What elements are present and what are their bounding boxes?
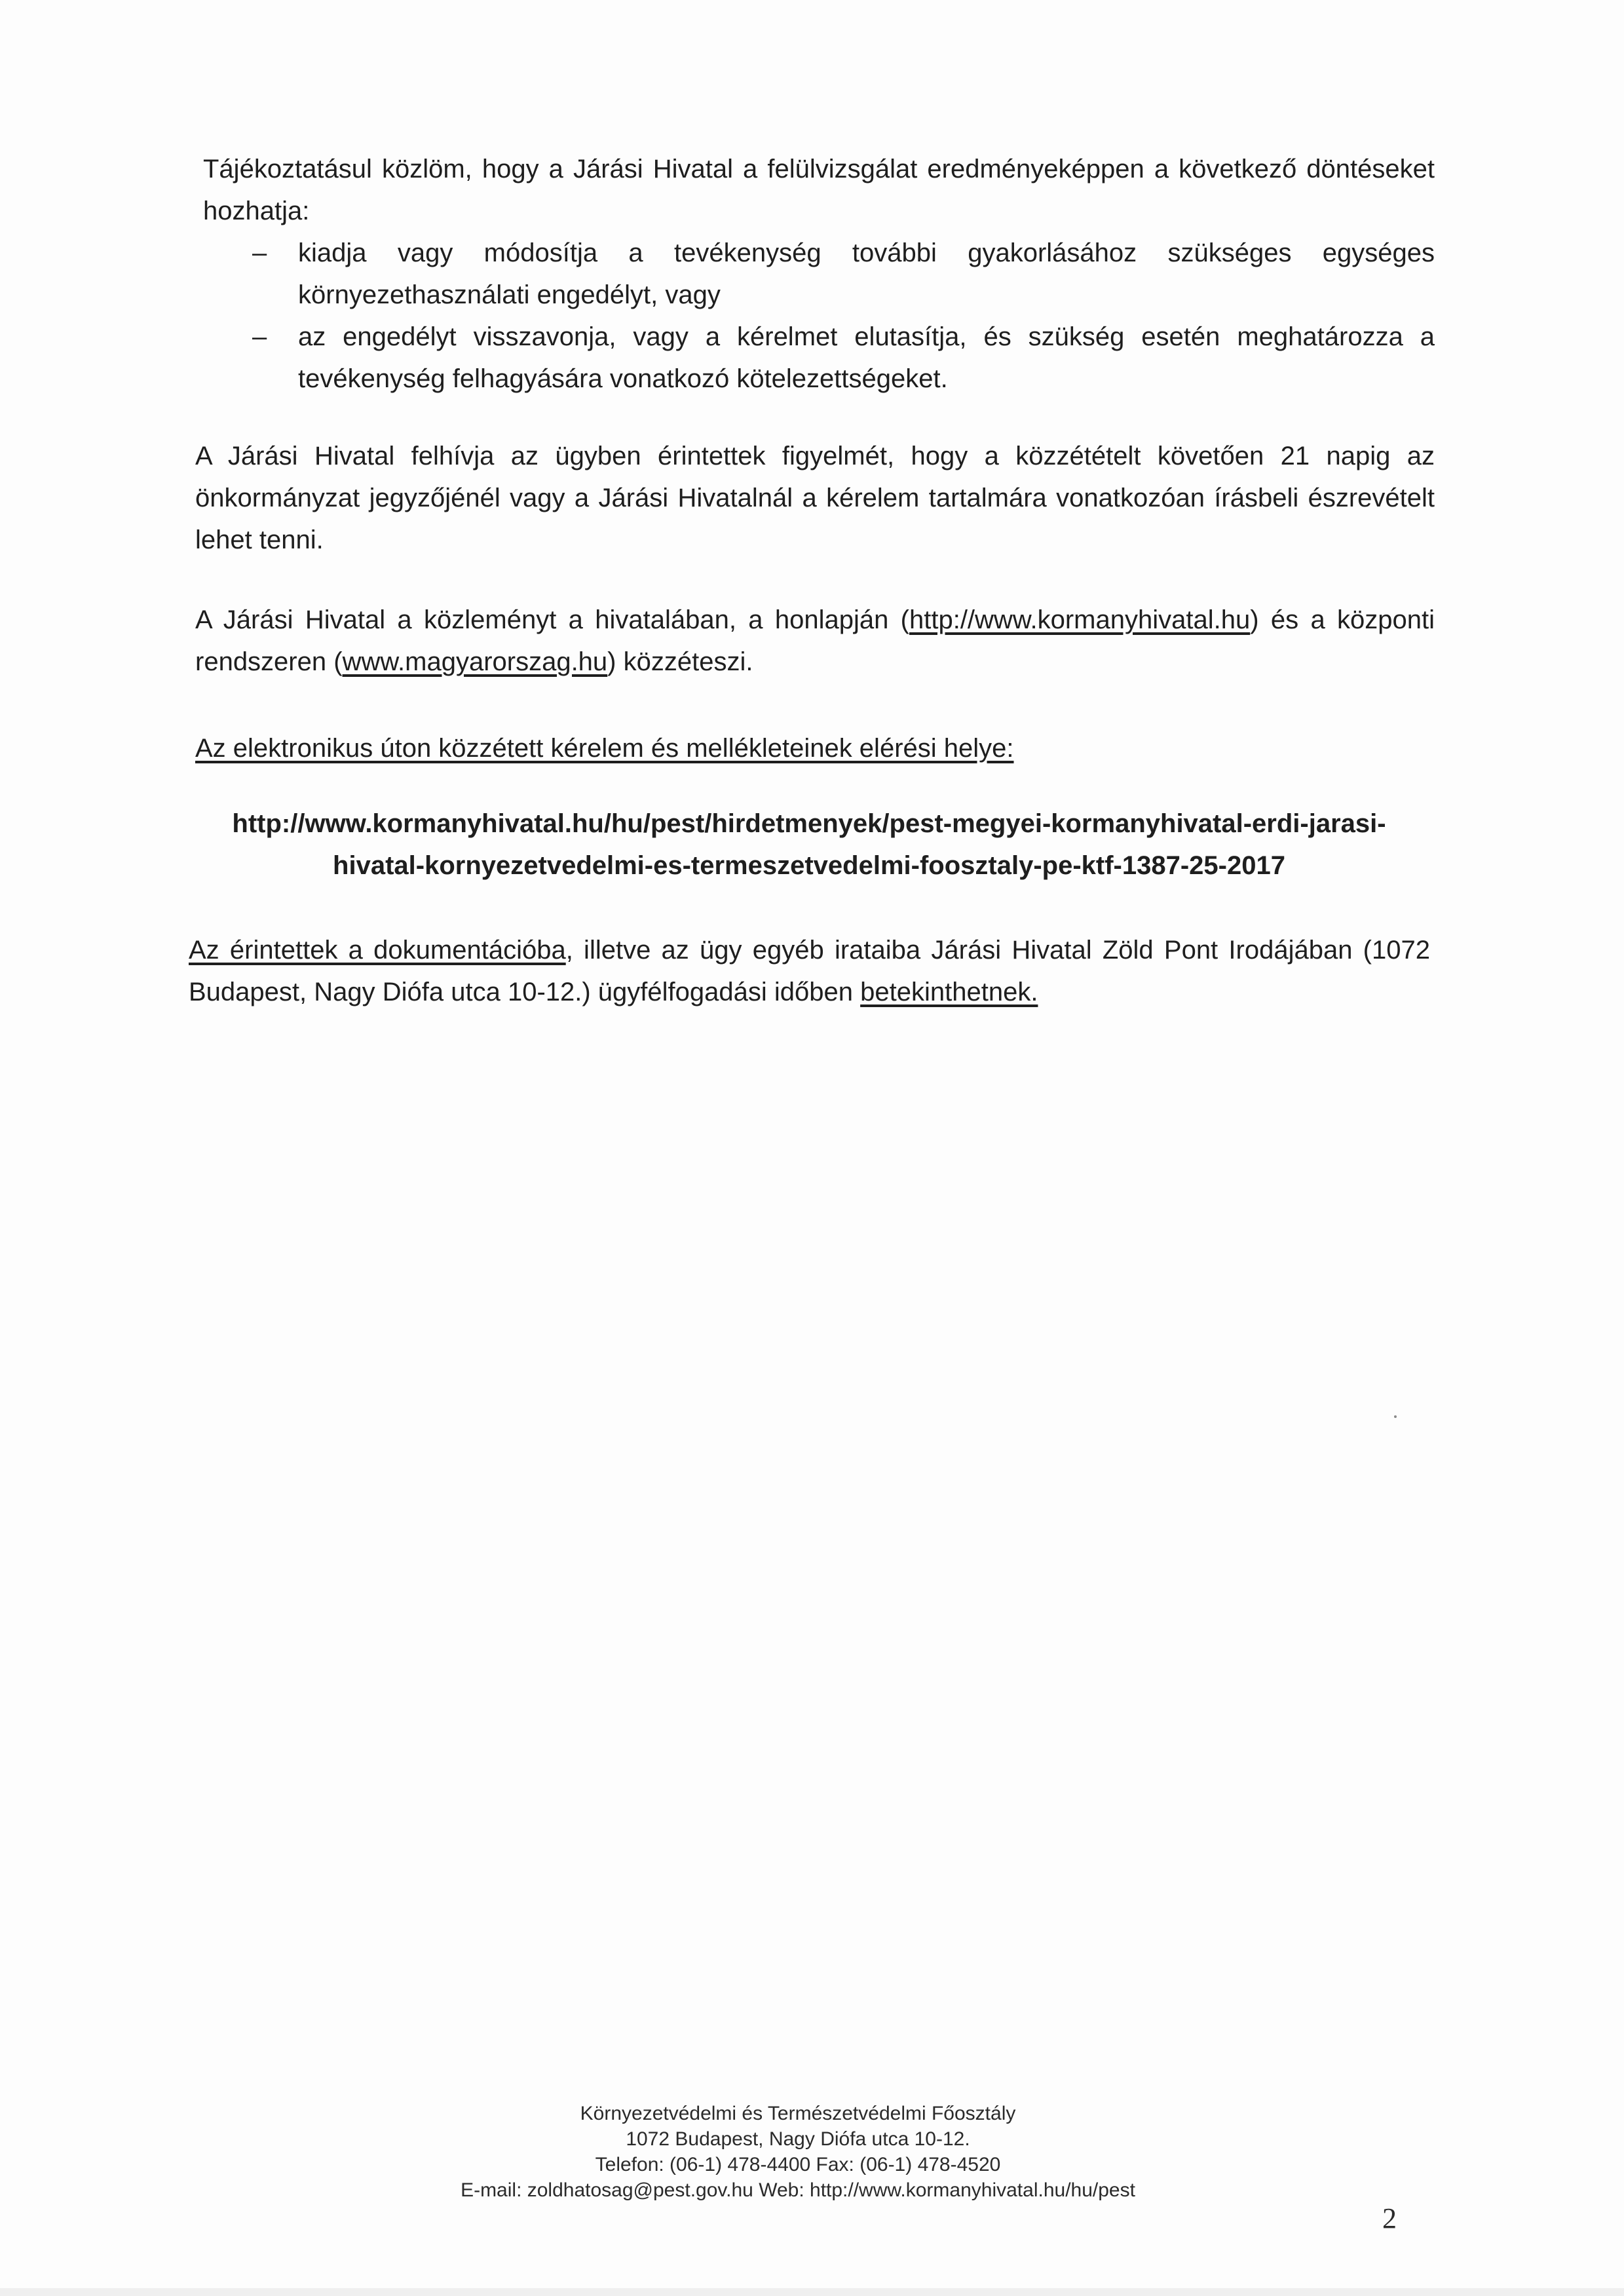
footer-email-web: E-mail: zoldhatosag@pest.gov.hu Web: http://www.kormanyhivatal.hu/hu/pest <box>461 2179 1135 2201</box>
inspection-paragraph <box>189 929 1430 1013</box>
inspection-underlined-end: betekinthetnek. <box>860 978 1038 1006</box>
dash-marker: – <box>252 322 267 351</box>
intro-section <box>203 148 1435 400</box>
list-item-text: az engedélyt visszavonja, vagy a kérelmet elutasítja, és szükség esetén meghatározza a tevékenység felhagyására vonatkozó kötelezettségeket. <box>298 322 1435 393</box>
access-location-label: Az elektronikus úton közzétett kérelem és mellékleteinek elérési helye: <box>195 734 1014 763</box>
list-item <box>203 232 1435 316</box>
scan-bottom-edge <box>0 2288 1624 2296</box>
magyarorszag-link[interactable]: www.magyarorszag.hu <box>342 647 608 676</box>
footer <box>328 2101 1268 2203</box>
access-url-line-2[interactable]: hivatal-kornyezetvedelmi-es-termeszetvedelmi-foosztaly-pe-ktf-1387-25-2017 <box>333 851 1285 880</box>
page-number: 2 <box>1382 2202 1397 2234</box>
publication-text-3: ) közzéteszi. <box>607 647 753 676</box>
notice-paragraph: A Járási Hivatal felhívja az ügyben érintettek figyelmét, hogy a közzétételt követően 21 napig az önkormányzat jegyzőjénél vagy a Járási Hivatalnál a kérelem tartalmára vonatkozóan írásbeli észrevételt lehet tenni. <box>195 442 1435 554</box>
decision-list <box>203 232 1435 400</box>
scan-speck <box>1394 1415 1397 1418</box>
footer-phone-fax: Telefon: (06-1) 478-4400 Fax: (06-1) 478-4520 <box>595 2154 1001 2175</box>
kormanyhivatal-link[interactable]: http://www.kormanyhivatal.hu <box>909 605 1251 634</box>
footer-address: 1072 Budapest, Nagy Diófa utca 10-12. <box>626 2128 970 2150</box>
inspection-text: , illetve az ügy egyéb irataiba Járási Hivatal Zöld Pont Irodájában (1072 Budapest, Nagy Diófa utca 10-12.) ügyfélfogadási időben <box>189 936 1430 1006</box>
dash-marker: – <box>252 239 267 267</box>
footer-department: Környezetvédelmi és Természetvédelmi Főosztály <box>580 2103 1016 2124</box>
inspection-underlined-start: Az érintettek a dokumentációba <box>189 936 566 965</box>
publication-text-2: ) és a központi rendszeren ( <box>195 605 1435 676</box>
list-item-text: kiadja vagy módosítja a tevékenység további gyakorlásához szükséges egységes környezethasználati engedélyt, vagy <box>298 239 1435 309</box>
document-access-url[interactable] <box>164 803 1454 887</box>
intro-text: Tájékoztatásul közlöm, hogy a Járási Hivatal a felülvizsgálat eredményeképpen a következő döntéseket hozhatja: <box>203 155 1435 225</box>
list-item <box>203 316 1435 400</box>
publication-text-1: A Járási Hivatal a közleményt a hivatalában, a honlapján ( <box>195 605 909 634</box>
access-url-line-1[interactable]: http://www.kormanyhivatal.hu/hu/pest/hirdetmenyek/pest-megyei-kormanyhivatal-erdi-jarasi- <box>232 809 1386 838</box>
publication-paragraph <box>195 599 1435 683</box>
